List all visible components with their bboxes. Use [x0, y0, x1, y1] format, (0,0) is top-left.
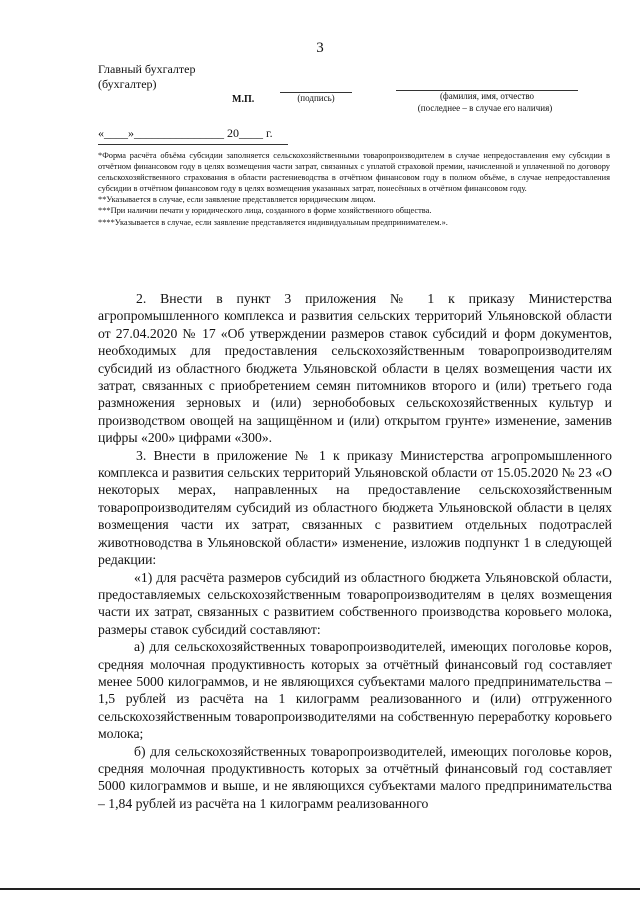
footnote: **Указывается в случае, если заявление представляется юридическим лицом.	[98, 195, 376, 205]
paragraph-item-2: 2. Внести в пункт 3 приложения № 1 к приказу Министерства агропромышленного комплекса и развития сельских территорий Ульяновской области от 27.04.2020 № 17 «Об утверждении размеров ставок субсидий и форм документов, необходимых для предоставления сельскохозяйственным товаропроизводителям субсидий из областного бюджета Ульяновской области в целях возмещения части их затрат, связанных с приобретением семян питомников второго и (или) третьего года размножения зерновых и (или) зернобобовых сельскохозяйственных культур и производством овощей на защищённом и (или) открытом грунте» изменение, заменив цифры «200» цифрами «300».	[98, 291, 612, 446]
page-number: 3	[316, 40, 324, 56]
date-line: «____»_______________ 20____ г.	[98, 126, 273, 140]
footnote-separator	[98, 144, 288, 145]
name-caption-2: (последнее – в случае его наличия)	[417, 103, 553, 113]
footnote: ***При наличии печати у юридического лица, созданного в форме хозяйственного общества.	[98, 206, 432, 216]
role-subtitle: (бухгалтер)	[98, 77, 157, 91]
subclause-a: а) для сельскохозяйственных товаропроизводителей, имеющих поголовье коров, средняя молочная продуктивность которых за отчётный финансовый год составляет менее 5000 килограммов, и не являющихся субъектами малого предпринимательства – 1,5 рублей из расчёта на 1 килограмм реализованного и (или) отгруженного сельскохозяйственным товаропроизводителями на собственную переработку коровьего молока;	[98, 639, 612, 742]
signature-block	[98, 62, 618, 92]
footnote: ****Указывается в случае, если заявление представляется индивидуальным предпринимателем.».	[98, 217, 448, 227]
scan-bottom-edge	[0, 888, 640, 890]
name-caption-1: (фамилия, имя, отчество	[439, 91, 535, 101]
footnote: *Форма расчёта объёма субсидии заполняется сельскохозяйственными товаропроизводителем в случае непредоставления ему субсидии в отчётном финансовом году в целях возмещения части затрат, связанных с уплатой страховой премии, начисленной и уплаченной по договору сельскохозяйственного страхования в области растениеводства в отчётном финансовом году в полном объёме, в случае непредоставления субсидии в отчётном финансовом году в целях возмещения указанных затрат, понесённых в отчётном финансовом году.	[98, 151, 610, 194]
paragraph-item-3: 3. Внести в приложение № 1 к приказу Министерства агропромышленного комплекса и развития сельских территорий Ульяновской области от 15.05.2020 № 23 «О некоторых мерах, направленных на предоставление сельскохозяйственным товаропроизводителям субсидий из областного бюджета Ульяновской области в целях возмещения части их затрат, связанных с развитием отдельных подотраслей животноводства в Ульяновской области» изменение, изложив подпункт 1 в следующей редакции:	[98, 447, 612, 568]
footnotes	[98, 150, 610, 228]
stamp-place-label: М.П.	[232, 94, 255, 105]
role-title: Главный бухгалтер	[98, 62, 196, 76]
document-body	[98, 290, 612, 812]
signature-caption: (подпись)	[297, 93, 335, 103]
subclause-1: «1) для расчёта размеров субсидий из областного бюджета Ульяновской области, предоставляемых сельскохозяйственным товаропроизводителям в целях возмещения части их затрат, связанных с развитием собственного производства коровьего молока, размеры ставок субсидий составляют:	[98, 569, 612, 637]
subclause-b: б) для сельскохозяйственных товаропроизводителей, имеющих поголовье коров, средняя молочная продуктивность которых за отчётный финансовый год составляет 5000 килограммов и выше, и не являющихся субъектами малого предпринимательства – 1,84 рублей из расчёта на 1 килограмм реализованного	[98, 743, 612, 811]
